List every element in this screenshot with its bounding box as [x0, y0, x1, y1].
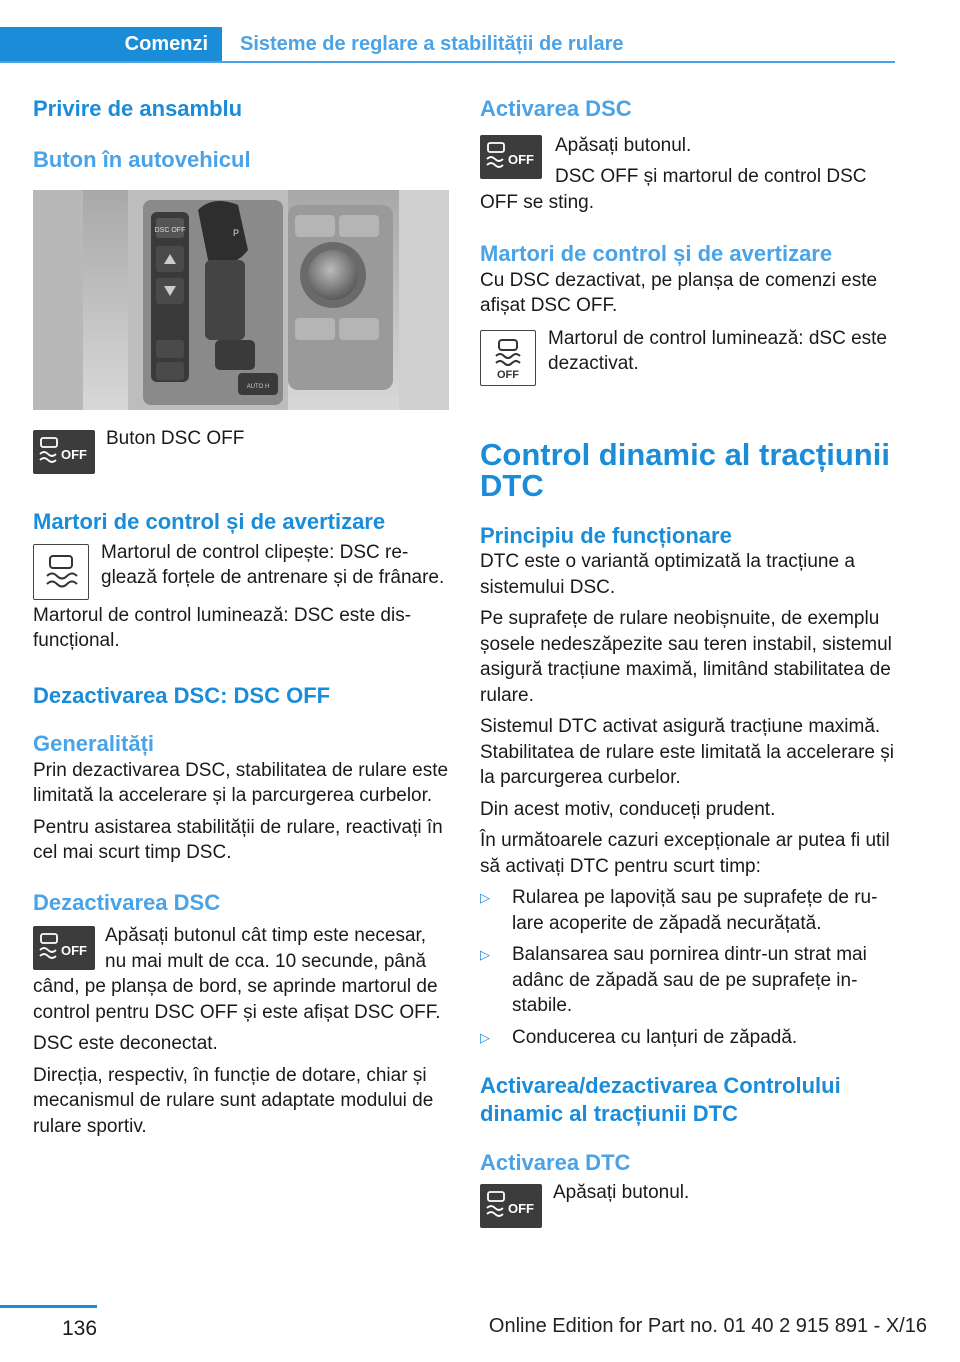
list-item: ▷ Balansarea sau pornirea dintr-un strat mai adânc de zăpadă sau de pe suprafețe instabile.	[480, 942, 894, 1019]
page-number: 136	[62, 1317, 98, 1340]
photo-auto-h-label: AUTO H	[246, 384, 270, 390]
indicator-lit-text: Martorul de control luminează: DSC este disfuncțional.	[33, 604, 412, 651]
chapter-tab[interactable]: Comenzi	[0, 27, 222, 61]
indicator-off-text: Martorul de control luminează: dSC este dezactivat.	[548, 327, 887, 374]
bullet-icon: ▷	[480, 890, 490, 905]
dsc-off-button-icon	[480, 135, 542, 179]
heading-dtc: Control dinamic al tracțiunii DTC	[480, 436, 890, 503]
footer-rule	[0, 1305, 97, 1308]
indicator-off-block	[480, 327, 894, 386]
heading-indicators-right: Martori de control și de avertizare	[480, 241, 833, 266]
bullet-icon: ▷	[480, 1029, 490, 1045]
deactivate-paragraph-3: Direcția, respectiv, în funcție de dotare, chiar și mecanismul de rulare sunt adaptate modului de rulare sportiv.	[33, 1064, 434, 1137]
off-label: OFF	[508, 1200, 534, 1216]
heading-activate-dtc: Activarea DTC	[480, 1150, 631, 1175]
exception-list	[480, 885, 894, 1050]
heading-activate-dsc: Activarea DSC	[480, 96, 632, 121]
off-label: OFF	[508, 151, 534, 167]
heading-principle: Principiu de funcționare	[480, 522, 732, 548]
principle-paragraph-3: Sistemul DTC activat asigură tracțiune maximă. Stabilitatea de rulare este limitată la accelerare și la parcurgerea curbelor.	[480, 716, 894, 788]
heading-button-in-vehicle: Buton în autovehicul	[33, 146, 251, 172]
activate-dsc-paragraph-2: DSC OFF și martorul de control DSC OFF se sting.	[480, 166, 867, 213]
activate-dsc-paragraph-1: Apăsați butonul.	[555, 134, 692, 156]
deactivate-paragraph-1: Apăsați butonul cât timp este necesar, nu mai mult de cca. 10 secunde, până când, pe planșa de bord, se aprinde martorul de control pentru DSC OFF și este afișat DSC OFF.	[33, 925, 441, 1023]
deactivate-paragraph-2: DSC este deconectat.	[33, 1033, 218, 1054]
principle-paragraph-2: Pe suprafețe de rulare neobișnuite, de exemplu șosele nedeszăpezite sau teren instabil, sistemul asigură tracțiune maximă, limitând stabilitatea de rulare.	[480, 608, 892, 706]
center-console-photo	[33, 190, 449, 410]
button-caption-block	[33, 430, 449, 474]
list-item: ▷ Conducerea cu lanțuri de zăpadă.	[480, 1025, 894, 1051]
photo-p-label: P	[233, 228, 240, 238]
heading-general: Generalități	[33, 731, 155, 756]
list-item: ▷ Rularea pe lapoviță sau pe suprafețe de rulare acoperite de zăpadă necurățată.	[480, 885, 894, 936]
heading-dsc-off: Dezactivarea DSC: DSC OFF	[33, 682, 331, 708]
edition-note: Online Edition for Part no. 01 40 2 915 891 - X/16	[488, 1315, 927, 1337]
principle-paragraph-4: Din acest motiv, conduceți prudent.	[480, 798, 776, 820]
principle-paragraph-1: DTC este o variantă optimizată la tracțiune a sistemului DSC.	[480, 551, 855, 598]
heading-overview: Privire de ansamblu	[33, 96, 243, 121]
right-column	[480, 95, 894, 1228]
heading-deactivate-dsc: Dezactivarea DSC	[33, 889, 221, 915]
heading-indicators-left: Martori de control și de avertizare	[33, 509, 386, 534]
heading-activate-deactivate-dtc: Activarea/dezactivarea Controlului dinamic al tracțiunii DTC	[480, 1073, 841, 1126]
off-label: OFF	[497, 368, 519, 380]
section-tab[interactable]: Sisteme de reglare a stabilității de rulare	[240, 33, 624, 55]
deactivate-block	[33, 923, 449, 1025]
general-paragraph-2: Pentru asistarea stabilității de rulare, reactivați în cel mai scurt timp DSC.	[33, 816, 443, 863]
indicator-blink-text: Martorul de control clipește: DSC reglează forțele de antrenare și de frânare.	[101, 541, 445, 588]
bullet-icon: ▷	[480, 947, 490, 962]
general-paragraph-1: Prin dezactivarea DSC, stabilitatea de rulare este limitată la accelerare și la parcurgerea curbelor.	[33, 759, 449, 806]
dsc-off-indicator-icon	[480, 330, 536, 386]
dsc-off-button-icon	[33, 926, 95, 970]
left-column	[33, 95, 449, 1139]
header-rule	[0, 61, 895, 63]
dsc-off-button-icon	[33, 430, 95, 474]
page-header	[0, 27, 895, 63]
dsc-indicator-icon	[33, 544, 89, 600]
off-label: OFF	[61, 447, 87, 462]
activate-dtc-block	[480, 1181, 894, 1228]
indicators-paragraph: Cu DSC dezactivat, pe planșa de comenzi este afișat DSC OFF.	[480, 269, 878, 316]
activate-dsc-block	[480, 133, 894, 216]
principle-paragraph-5: În următoarele cazuri excepționale ar putea fi util să activați DTC pentru scurt timp:	[480, 830, 890, 877]
button-caption: Buton DSC OFF	[106, 428, 245, 449]
off-label: OFF	[61, 943, 87, 958]
dsc-off-button-icon	[480, 1184, 542, 1228]
activate-dtc-paragraph: Apăsați butonul.	[553, 1181, 690, 1203]
photo-dsc-off-label: DSC OFF	[154, 227, 186, 234]
indicator-blink-block	[33, 541, 449, 600]
